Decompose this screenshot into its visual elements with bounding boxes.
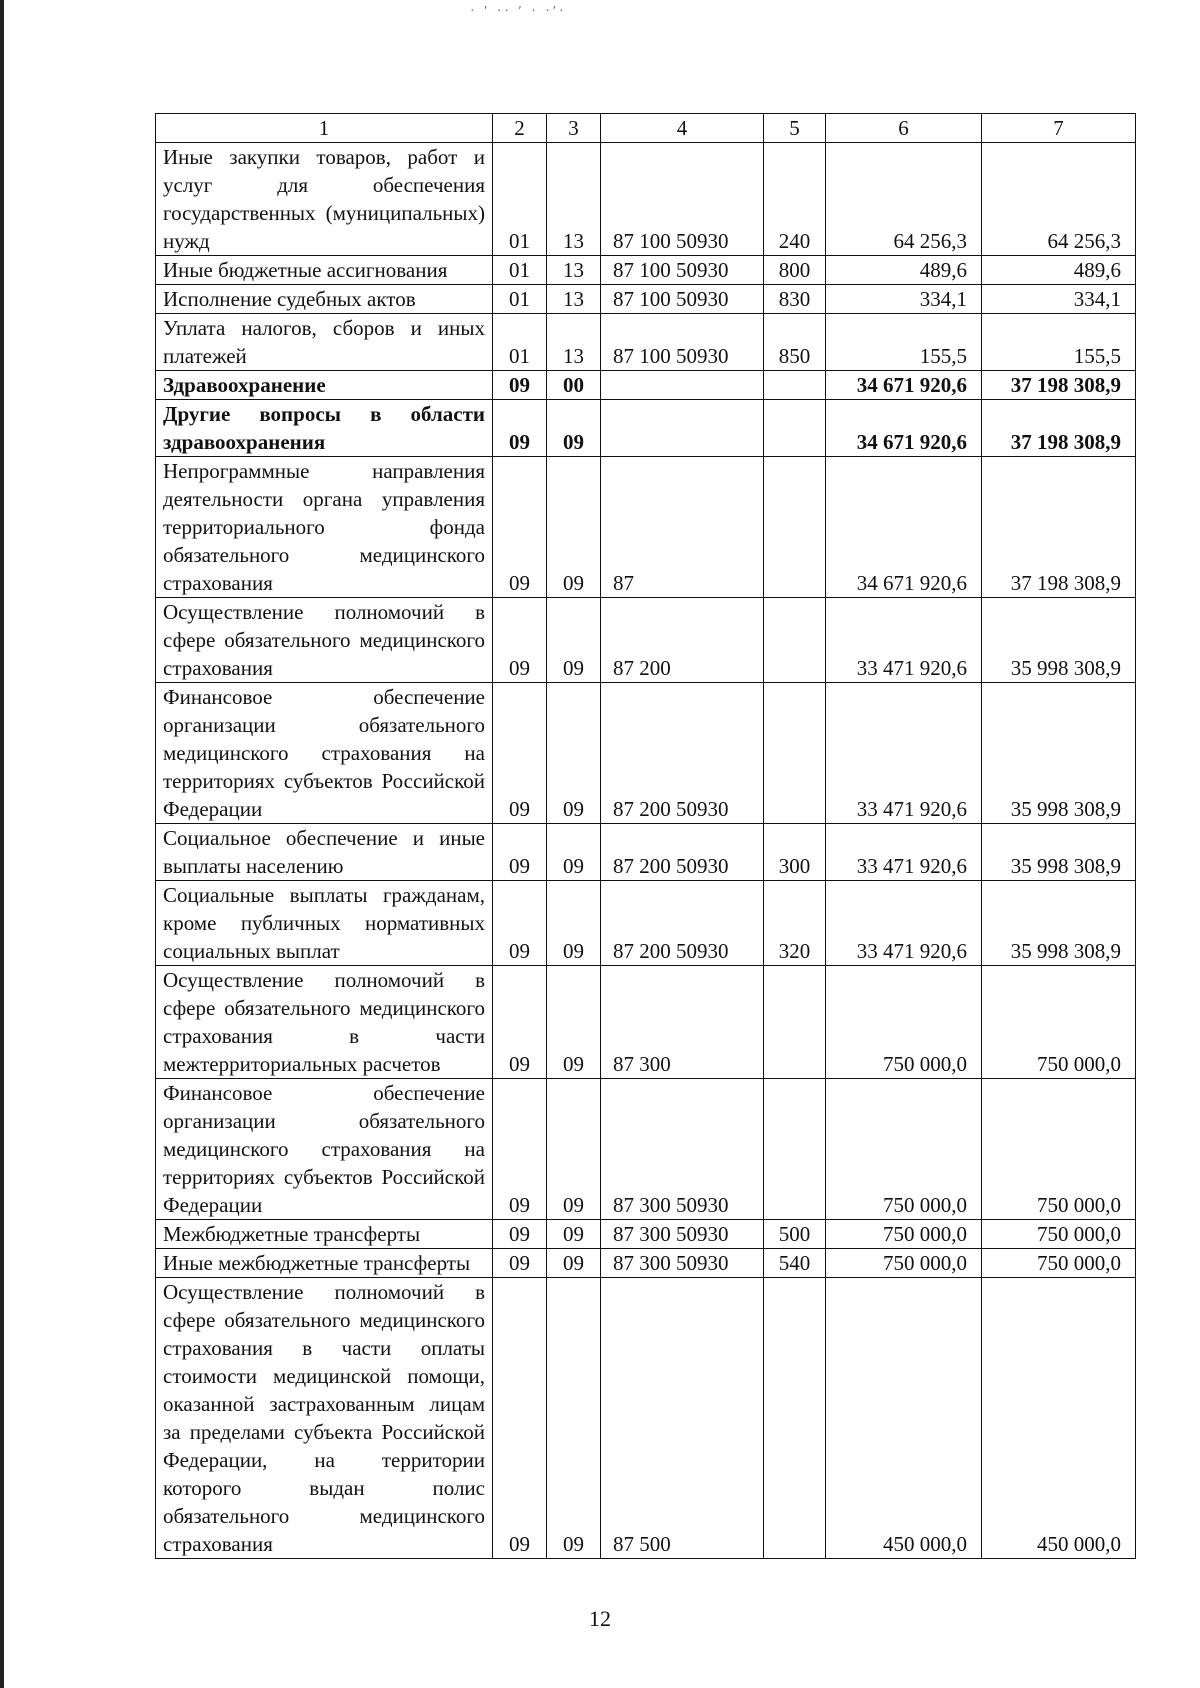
row-subsection-cell: 09 [547,1079,601,1220]
header-cell-1: 1 [156,114,493,143]
row-target-code-cell: 87 100 50930 [601,285,764,314]
row-target-code-cell: 87 200 50930 [601,824,764,881]
row-expense-type-cell [764,683,826,824]
row-subsection-cell: 13 [547,143,601,256]
table-row [156,1278,1136,1559]
table-row [156,881,1136,966]
row-name-cell: Непрограммные направления деятельности органа управления территориального фонда обязательного медицинского страхования [156,457,493,598]
row-section-cell: 01 [493,314,547,371]
row-target-code-cell: 87 100 50930 [601,143,764,256]
row-target-code-cell: 87 200 50930 [601,683,764,824]
row-expense-type-cell [764,400,826,457]
header-cell-4: 4 [601,114,764,143]
row-section-cell: 09 [493,371,547,400]
row-amount-2-cell: 64 256,3 [982,143,1136,256]
row-name-cell: Осуществление полномочий в сфере обязательного медицинского страхования [156,598,493,683]
row-expense-type-cell [764,598,826,683]
row-section-cell: 09 [493,1278,547,1559]
table-row [156,314,1136,371]
header-cell-3: 3 [547,114,601,143]
row-name-cell: Финансовое обеспечение организации обязательного медицинского страхования на территориях субъектов Российской Федерации [156,1079,493,1220]
row-expense-type-cell [764,1278,826,1559]
row-name-cell: Уплата налогов, сборов и иных платежей [156,314,493,371]
row-amount-2-cell: 35 998 308,9 [982,598,1136,683]
row-amount-2-cell: 750 000,0 [982,966,1136,1079]
row-amount-1-cell: 34 671 920,6 [826,371,982,400]
row-target-code-cell: 87 200 50930 [601,881,764,966]
row-amount-2-cell: 35 998 308,9 [982,683,1136,824]
row-target-code-cell: 87 100 50930 [601,314,764,371]
table-row [156,1079,1136,1220]
row-subsection-cell: 13 [547,285,601,314]
row-section-cell: 09 [493,1249,547,1278]
scan-artifacts: · ′ ·· ′ · ·′· [470,4,567,19]
row-amount-1-cell: 33 471 920,6 [826,683,982,824]
row-expense-type-cell: 800 [764,256,826,285]
row-name-cell: Социальное обеспечение и иные выплаты населению [156,824,493,881]
table-row [156,285,1136,314]
row-name-cell: Здравоохранение [156,371,493,400]
row-amount-1-cell: 33 471 920,6 [826,598,982,683]
row-target-code-cell: 87 300 [601,966,764,1079]
row-amount-1-cell: 450 000,0 [826,1278,982,1559]
row-expense-type-cell [764,966,826,1079]
row-amount-1-cell: 64 256,3 [826,143,982,256]
row-amount-1-cell: 750 000,0 [826,966,982,1079]
table-row [156,457,1136,598]
table-row [156,824,1136,881]
row-target-code-cell: 87 500 [601,1278,764,1559]
row-section-cell: 09 [493,598,547,683]
row-amount-2-cell: 37 198 308,9 [982,457,1136,598]
row-name-cell: Финансовое обеспечение организации обязательного медицинского страхования на территориях субъектов Российской Федерации [156,683,493,824]
row-amount-2-cell: 750 000,0 [982,1220,1136,1249]
row-amount-2-cell: 489,6 [982,256,1136,285]
row-expense-type-cell: 500 [764,1220,826,1249]
row-target-code-cell [601,400,764,457]
row-amount-1-cell: 33 471 920,6 [826,881,982,966]
row-amount-1-cell: 750 000,0 [826,1249,982,1278]
header-row [156,114,1136,143]
row-section-cell: 09 [493,881,547,966]
row-expense-type-cell: 540 [764,1249,826,1278]
row-amount-2-cell: 35 998 308,9 [982,881,1136,966]
row-expense-type-cell: 240 [764,143,826,256]
row-subsection-cell: 09 [547,824,601,881]
row-name-cell: Исполнение судебных актов [156,285,493,314]
table-body [156,114,1136,1559]
table-row [156,143,1136,256]
table-row [156,371,1136,400]
scan-left-edge [0,0,4,1688]
row-amount-1-cell: 34 671 920,6 [826,457,982,598]
row-subsection-cell: 09 [547,400,601,457]
row-name-cell: Иные бюджетные ассигнования [156,256,493,285]
row-section-cell: 01 [493,143,547,256]
row-subsection-cell: 09 [547,1249,601,1278]
row-target-code-cell: 87 300 50930 [601,1079,764,1220]
row-amount-2-cell: 155,5 [982,314,1136,371]
row-amount-1-cell: 155,5 [826,314,982,371]
row-amount-1-cell: 334,1 [826,285,982,314]
table-row [156,683,1136,824]
table-row [156,1249,1136,1278]
row-expense-type-cell: 850 [764,314,826,371]
row-amount-2-cell: 450 000,0 [982,1278,1136,1559]
row-subsection-cell: 13 [547,314,601,371]
row-name-cell: Иные закупки товаров, работ и услуг для обеспечения государственных (муниципальных) нужд [156,143,493,256]
row-name-cell: Осуществление полномочий в сфере обязательного медицинского страхования в части оплаты стоимости медицинской помощи, оказанной застрахованным лицам за пределами субъекта Российской Федерации, на территории которого выдан полис обязательного медицинского страхования [156,1278,493,1559]
row-amount-2-cell: 750 000,0 [982,1249,1136,1278]
row-target-code-cell: 87 100 50930 [601,256,764,285]
row-amount-1-cell: 750 000,0 [826,1079,982,1220]
table-row [156,1220,1136,1249]
row-section-cell: 09 [493,1079,547,1220]
budget-table [155,113,1136,1559]
table-row [156,256,1136,285]
row-section-cell: 01 [493,256,547,285]
table-row [156,966,1136,1079]
row-subsection-cell: 09 [547,457,601,598]
row-subsection-cell: 09 [547,598,601,683]
row-expense-type-cell: 830 [764,285,826,314]
row-name-cell: Другие вопросы в области здравоохранения [156,400,493,457]
row-subsection-cell: 09 [547,1278,601,1559]
header-cell-7: 7 [982,114,1136,143]
header-cell-5: 5 [764,114,826,143]
row-amount-1-cell: 750 000,0 [826,1220,982,1249]
row-target-code-cell: 87 300 50930 [601,1220,764,1249]
row-target-code-cell: 87 [601,457,764,598]
row-expense-type-cell [764,457,826,598]
row-section-cell: 09 [493,1220,547,1249]
row-expense-type-cell: 320 [764,881,826,966]
row-subsection-cell: 09 [547,1220,601,1249]
row-name-cell: Социальные выплаты гражданам, кроме публичных нормативных социальных выплат [156,881,493,966]
row-target-code-cell: 87 300 50930 [601,1249,764,1278]
row-subsection-cell: 09 [547,683,601,824]
row-expense-type-cell [764,371,826,400]
header-cell-6: 6 [826,114,982,143]
table-row [156,598,1136,683]
row-section-cell: 09 [493,966,547,1079]
row-name-cell: Осуществление полномочий в сфере обязательного медицинского страхования в части межтерриториальных расчетов [156,966,493,1079]
row-target-code-cell: 87 200 [601,598,764,683]
row-name-cell: Межбюджетные трансферты [156,1220,493,1249]
row-section-cell: 01 [493,285,547,314]
header-cell-2: 2 [493,114,547,143]
row-amount-1-cell: 33 471 920,6 [826,824,982,881]
row-subsection-cell: 09 [547,881,601,966]
row-amount-2-cell: 37 198 308,9 [982,400,1136,457]
table-row [156,400,1136,457]
row-target-code-cell [601,371,764,400]
row-amount-2-cell: 334,1 [982,285,1136,314]
row-subsection-cell: 00 [547,371,601,400]
row-amount-1-cell: 489,6 [826,256,982,285]
page-number: 12 [589,1606,611,1631]
row-expense-type-cell [764,1079,826,1220]
row-amount-2-cell: 750 000,0 [982,1079,1136,1220]
row-amount-2-cell: 37 198 308,9 [982,371,1136,400]
row-section-cell: 09 [493,457,547,598]
row-section-cell: 09 [493,824,547,881]
row-amount-1-cell: 34 671 920,6 [826,400,982,457]
row-section-cell: 09 [493,683,547,824]
row-expense-type-cell: 300 [764,824,826,881]
row-subsection-cell: 09 [547,966,601,1079]
row-section-cell: 09 [493,400,547,457]
row-amount-2-cell: 35 998 308,9 [982,824,1136,881]
row-name-cell: Иные межбюджетные трансферты [156,1249,493,1278]
row-subsection-cell: 13 [547,256,601,285]
